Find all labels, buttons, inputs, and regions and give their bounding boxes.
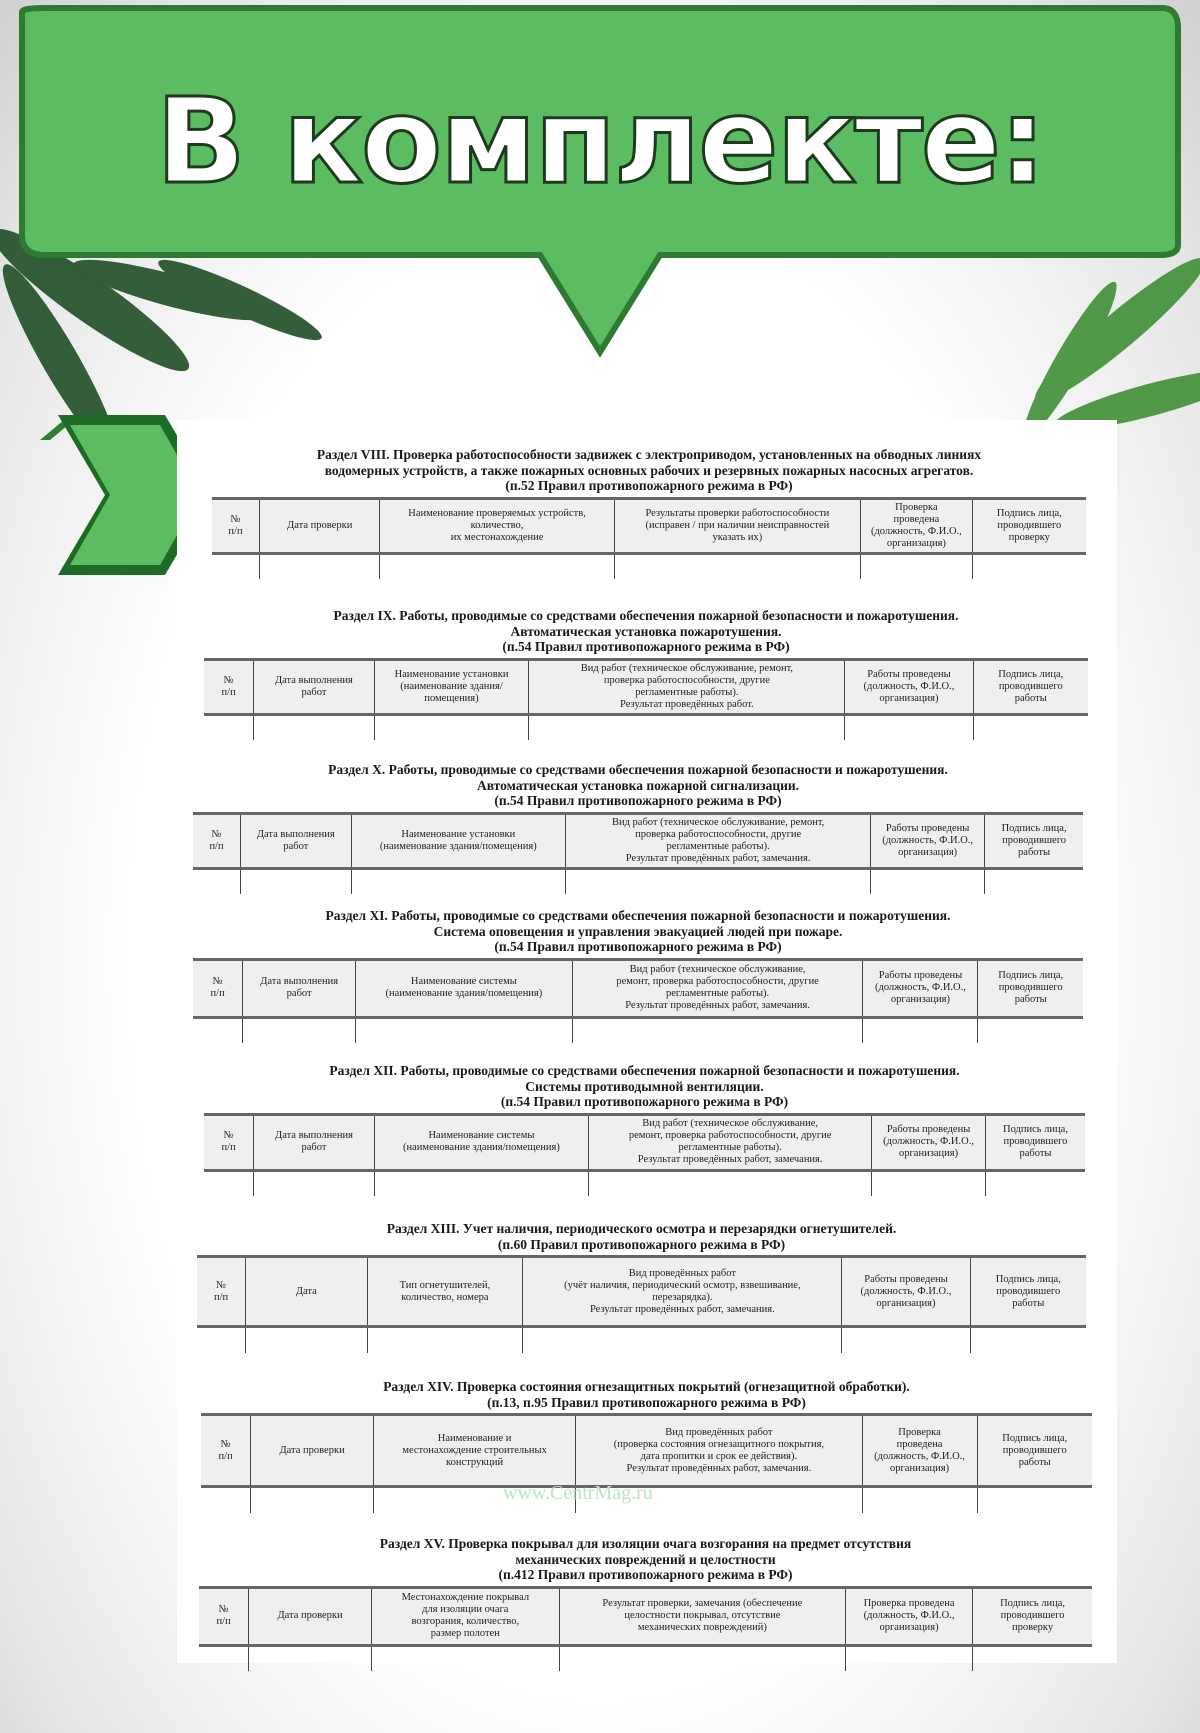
column-header: № п/п <box>193 959 243 1017</box>
table-cell <box>871 868 985 894</box>
column-header: Подпись лица, проводившего работы <box>978 959 1083 1017</box>
table-cell <box>380 553 614 579</box>
table-cell <box>589 1170 872 1196</box>
table-cell <box>251 1487 374 1513</box>
table-cell <box>842 1327 970 1353</box>
table-row <box>204 1170 1085 1196</box>
table-cell <box>367 1327 523 1353</box>
table-cell <box>978 1017 1083 1043</box>
column-header: Вид работ (техническое обслуживание, ремонт, проверка работоспособности, другие регламентные работы). Результат проведённых работ, замечания. <box>572 959 863 1017</box>
table-cell <box>204 1170 254 1196</box>
section-title: Раздел XV. Проверка покрывал для изоляции очага возгорания на предмет отсутствия механических повреждений и целостности (п.412 Правил противопожарного режима в РФ) <box>379 1536 912 1582</box>
column-header: Дата выполнения работ <box>241 813 352 868</box>
table-cell <box>204 714 254 740</box>
table-cell <box>246 1327 367 1353</box>
journal-section <box>177 1221 1106 1353</box>
column-header: Работы проведены (должность, Ф.И.О., организация) <box>842 1257 970 1327</box>
table-row <box>212 553 1086 579</box>
journal-section <box>173 908 1103 1043</box>
table-cell <box>973 1645 1092 1671</box>
column-header: Наименование и местонахождение строительных конструкций <box>373 1415 575 1487</box>
column-header: Дата выполнения работ <box>254 1114 374 1170</box>
journal-section <box>173 762 1103 894</box>
column-header: Дата выполнения работ <box>243 959 356 1017</box>
table-row <box>204 714 1088 740</box>
column-header: Наименование системы (наименование здания/помещения) <box>356 959 573 1017</box>
column-header: Вид работ (техническое обслуживание, ремонт, проверка работоспособности, другие регламентные работы). Результат проведённых работ, замечания. <box>589 1114 872 1170</box>
table-cell <box>846 1645 973 1671</box>
column-header: Дата проверки <box>251 1415 374 1487</box>
column-header: Подпись лица, проводившего работы <box>985 813 1083 868</box>
table-row <box>199 1645 1092 1671</box>
column-header: Результаты проверки работоспособности (исправен / при наличии неисправностей указать их) <box>614 498 860 553</box>
table-cell <box>970 1327 1086 1353</box>
section-title: Раздел XIII. Учет наличия, периодического осмотра и перезарядки огнетушителей. (п.60 Правил противопожарного режима в РФ) <box>386 1221 897 1252</box>
column-header: Работы проведены (должность, Ф.И.О., организация) <box>871 813 985 868</box>
column-header: Дата выполнения работ <box>254 659 374 714</box>
column-header: Дата проверки <box>260 498 380 553</box>
table-cell <box>374 1170 588 1196</box>
column-header: Дата проверки <box>249 1587 372 1645</box>
journal-table <box>193 812 1083 895</box>
table-cell <box>243 1017 356 1043</box>
table-cell <box>212 553 260 579</box>
table-cell <box>351 868 565 894</box>
journal-table <box>212 497 1086 580</box>
column-header: Дата <box>246 1257 367 1327</box>
table-cell <box>356 1017 573 1043</box>
table-cell <box>861 553 973 579</box>
column-header: Проверка проведена (должность, Ф.И.О., организация) <box>862 1415 977 1487</box>
column-header: Подпись лица, проводившего проверку <box>973 1587 1092 1645</box>
journal-section <box>179 1536 1112 1671</box>
table-cell <box>254 714 374 740</box>
column-header: Подпись лица, проводившего работы <box>970 1257 1086 1327</box>
column-header: № п/п <box>193 813 241 868</box>
watermark: www.CentrMag.ru <box>503 1482 653 1504</box>
table-cell <box>985 1170 1085 1196</box>
column-header: № п/п <box>199 1587 249 1645</box>
column-header: Вид проведённых работ (проверка состояния огнезащитного покрытия, дата пропитки и срок ее действия). Результат проведённых работ, замечания. <box>576 1415 862 1487</box>
column-header: Подпись лица, проводившего проверку <box>972 498 1086 553</box>
column-header: Вид работ (техническое обслуживание, ремонт, проверка работоспособности, другие регламентные работы). Результат проведённых работ. <box>529 659 845 714</box>
journal-table <box>199 1586 1092 1672</box>
table-cell <box>872 1170 986 1196</box>
table-cell <box>241 868 352 894</box>
table-cell <box>559 1645 845 1671</box>
table-row <box>197 1327 1086 1353</box>
table-cell <box>845 714 973 740</box>
section-title: Раздел XIV. Проверка состояния огнезащитных покрытий (огнезащитной обработки). (п.13, п.95 Правил противопожарного режима в РФ) <box>383 1379 910 1410</box>
table-cell <box>973 714 1088 740</box>
section-title: Раздел VIII. Проверка работоспособности задвижек с электроприводом, установленных на обводных линиях водомерных устройств, а также пожарных основных рабочих и резервных пожарных насосных агрегатов. (п.52 Правил противопожарного режима в РФ) <box>316 447 982 493</box>
column-header: Подпись лица, проводившего работы <box>985 1114 1085 1170</box>
column-header: № п/п <box>201 1415 251 1487</box>
column-header: Подпись лица, проводившего работы <box>977 1415 1092 1487</box>
column-header: Наименование проверяемых устройств, количество, их местонахождение <box>380 498 614 553</box>
table-cell <box>863 1017 978 1043</box>
table-cell <box>193 868 241 894</box>
table-cell <box>572 1017 863 1043</box>
column-header: Работы проведены (должность, Ф.И.О., организация) <box>863 959 978 1017</box>
column-header: Вид работ (техническое обслуживание, ремонт, проверка работоспособности, другие регламентные работы). Результат проведённых работ, замечания. <box>566 813 871 868</box>
column-header: Проверка проведена (должность, Ф.И.О., организация) <box>846 1587 973 1645</box>
column-header: Проверка проведена (должность, Ф.И.О., организация) <box>861 498 973 553</box>
table-row <box>193 1017 1083 1043</box>
table-cell <box>199 1645 249 1671</box>
journal-section <box>192 447 1106 579</box>
column-header: Вид проведённых работ (учёт наличия, периодический осмотр, взвешивание, перезарядка). Результат проведённых работ, замечания. <box>523 1257 842 1327</box>
table-cell <box>260 553 380 579</box>
table-cell <box>371 1645 559 1671</box>
journal-section <box>184 608 1108 740</box>
column-header: Подпись лица, проводившего работы <box>973 659 1088 714</box>
column-header: Наименование системы (наименование здания/помещения) <box>374 1114 588 1170</box>
journal-table <box>197 1255 1086 1353</box>
banner-title: В комплекте: <box>155 72 1045 210</box>
section-title: Раздел XI. Работы, проводимые со средствами обеспечения пожарной безопасности и пожаротушения. Система оповещения и управления эвакуацией людей при пожаре. (п.54 Правил противопожарного режима в РФ) <box>325 908 951 954</box>
journal-section <box>184 1063 1105 1196</box>
table-cell <box>977 1487 1092 1513</box>
journal-table <box>204 658 1088 741</box>
table-row <box>193 868 1083 894</box>
table-cell <box>193 1017 243 1043</box>
column-header: Наименование установки (наименование здания/ помещения) <box>374 659 529 714</box>
column-header: № п/п <box>197 1257 246 1327</box>
section-title: Раздел XII. Работы, проводимые со средствами обеспечения пожарной безопасности и пожаротушения. Системы противодымной вентиляции. (п.54 Правил противопожарного режима в РФ) <box>329 1063 960 1109</box>
table-cell <box>523 1327 842 1353</box>
column-header: № п/п <box>204 659 254 714</box>
column-header: Местонахождение покрывал для изоляции очага возгорания, количество, размер полотен <box>371 1587 559 1645</box>
table-cell <box>254 1170 374 1196</box>
table-cell <box>374 714 529 740</box>
section-title: Раздел IX. Работы, проводимые со средствами обеспечения пожарной безопасности и пожаротушения. Автоматическая установка пожаротушения. (п.54 Правил противопожарного режима в РФ) <box>333 608 959 654</box>
section-title: Раздел X. Работы, проводимые со средствами обеспечения пожарной безопасности и пожаротушения. Автоматическая установка пожарной сигнализации. (п.54 Правил противопожарного режима в РФ) <box>328 762 948 808</box>
journal-table <box>204 1113 1085 1197</box>
column-header: Работы проведены (должность, Ф.И.О., организация) <box>872 1114 986 1170</box>
column-header: Наименование установки (наименование здания/помещения) <box>351 813 565 868</box>
table-cell <box>529 714 845 740</box>
column-header: № п/п <box>212 498 260 553</box>
table-cell <box>249 1645 372 1671</box>
table-cell <box>197 1327 246 1353</box>
journal-table <box>193 958 1083 1044</box>
table-cell <box>614 553 860 579</box>
column-header: Работы проведены (должность, Ф.И.О., организация) <box>845 659 973 714</box>
table-cell <box>201 1487 251 1513</box>
table-cell <box>985 868 1083 894</box>
column-header: Тип огнетушителей, количество, номера <box>367 1257 523 1327</box>
column-header: № п/п <box>204 1114 254 1170</box>
table-cell <box>972 553 1086 579</box>
column-header: Результат проверки, замечания (обеспечение целостности покрывал, отсутствие механических повреждений) <box>559 1587 845 1645</box>
table-cell <box>862 1487 977 1513</box>
table-cell <box>566 868 871 894</box>
